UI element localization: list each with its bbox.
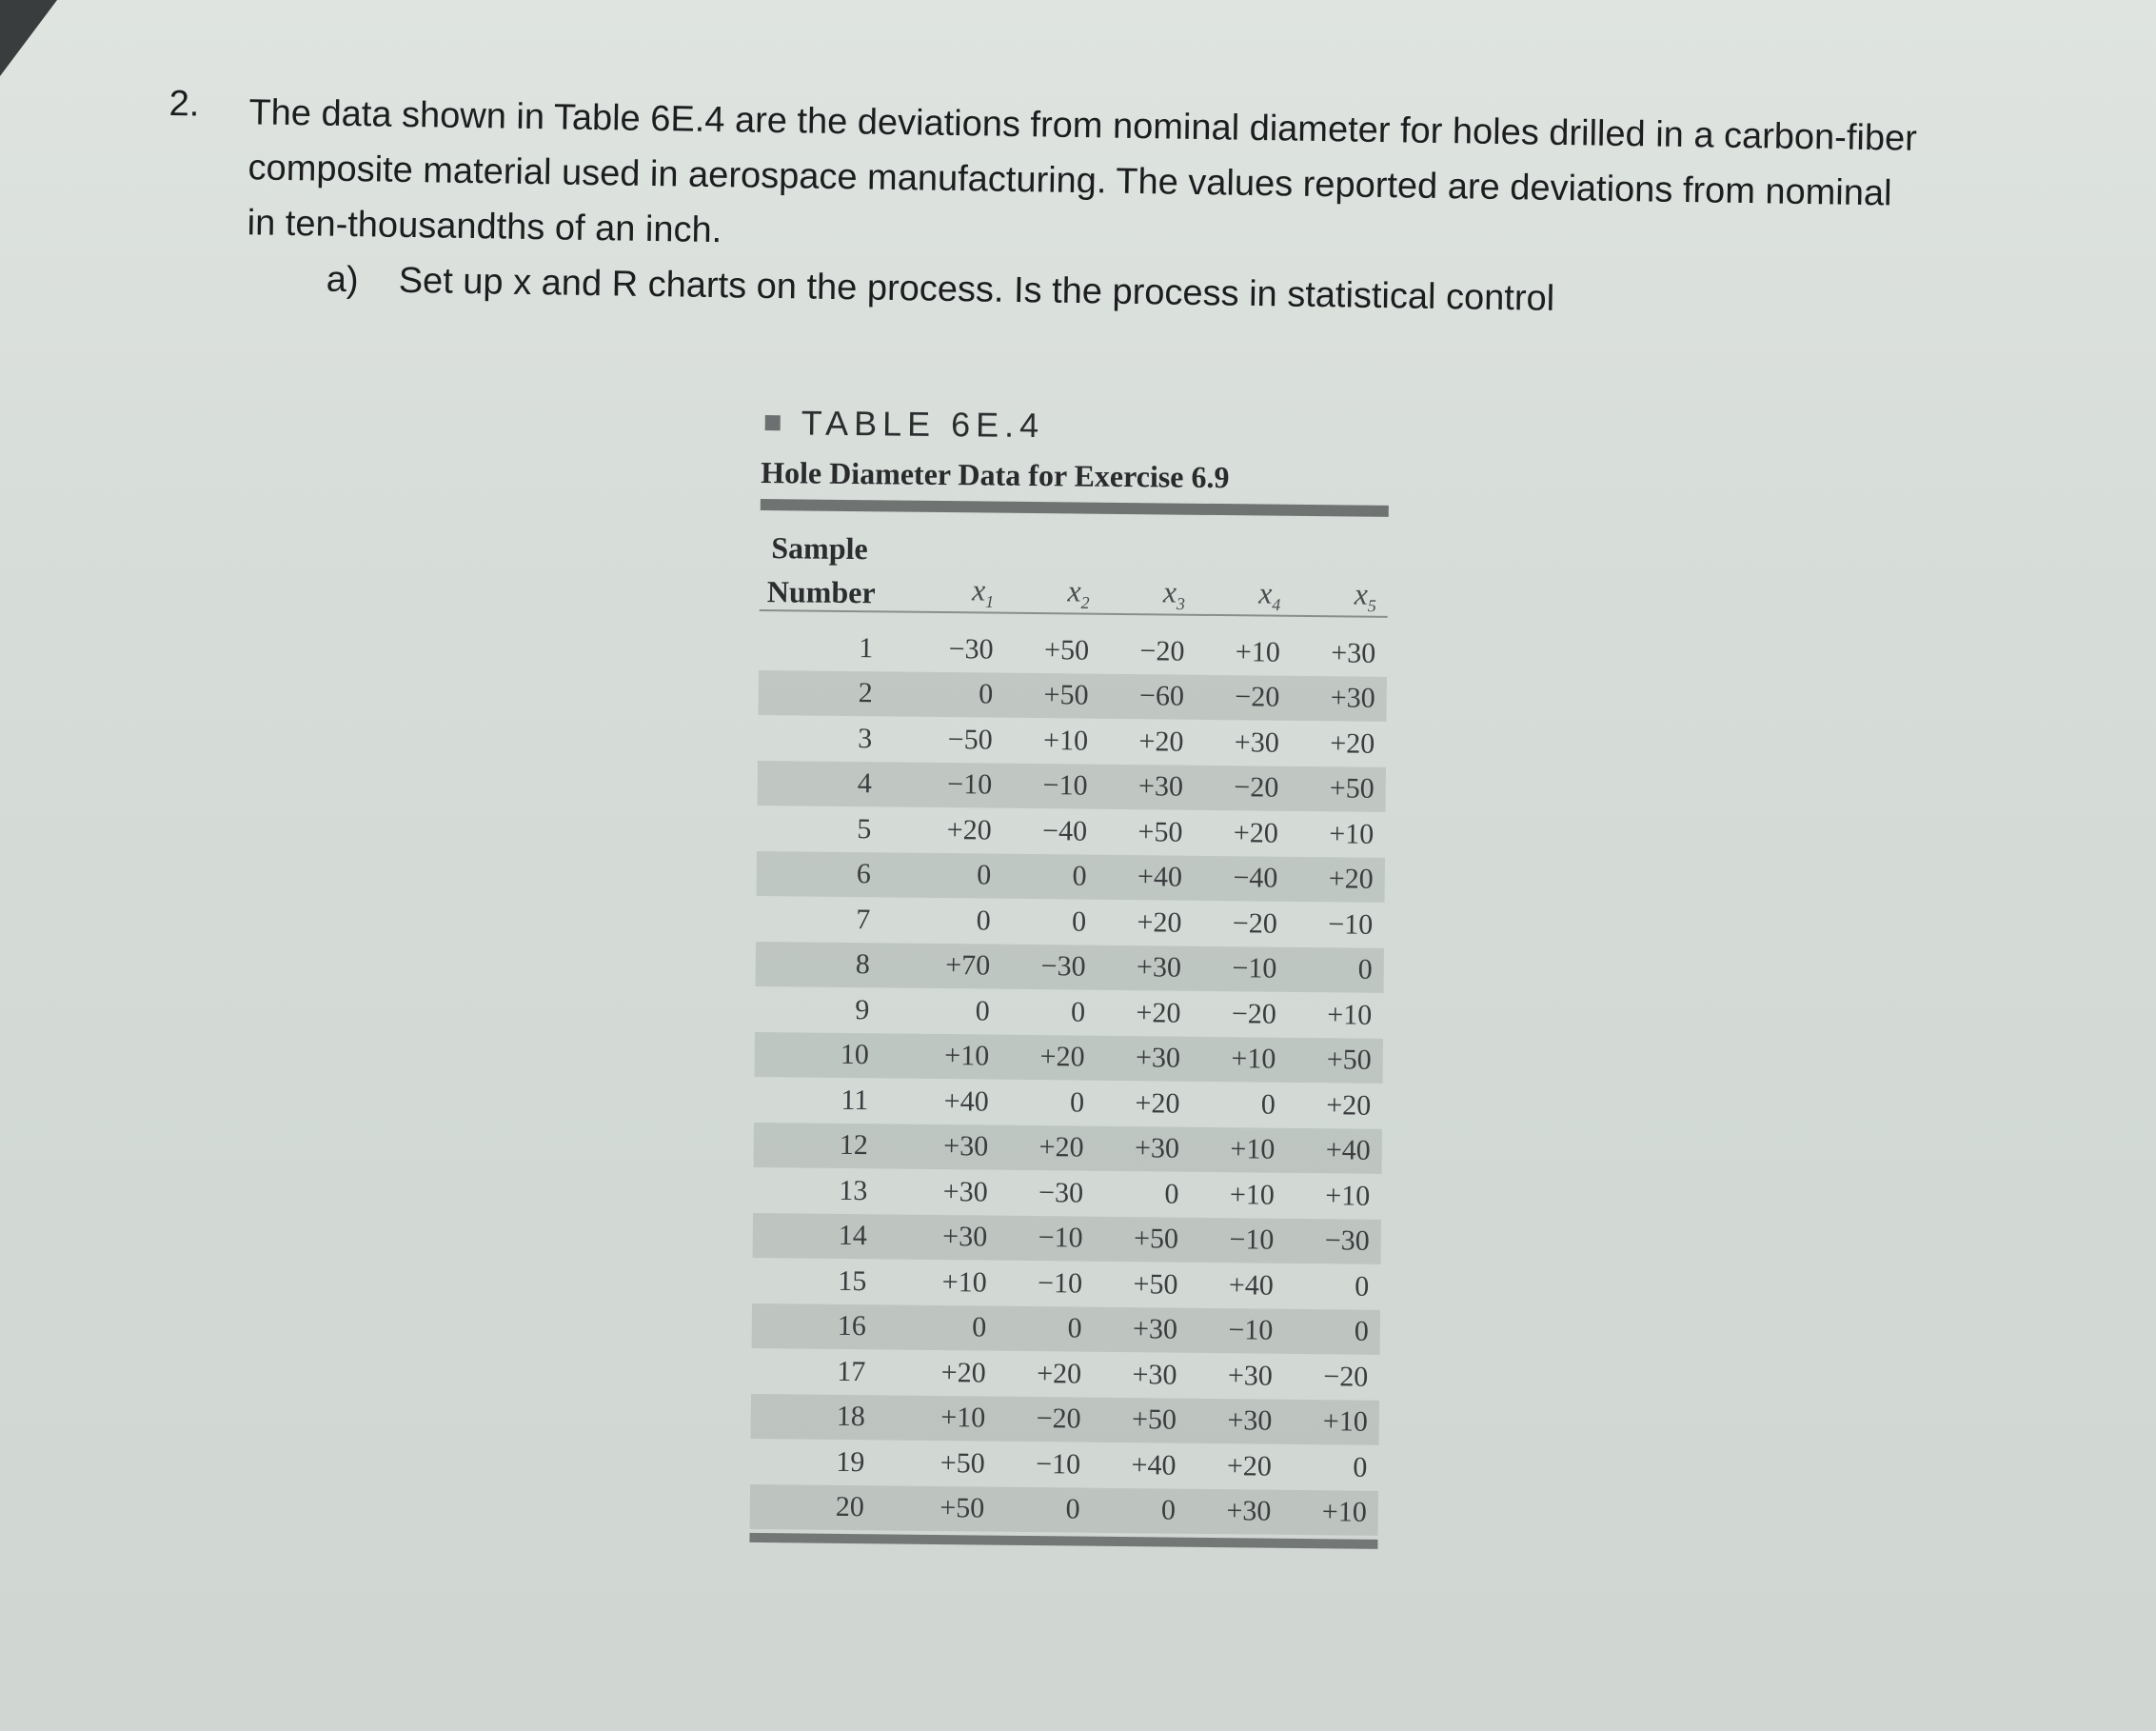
cell-x4: +30: [1187, 1488, 1283, 1535]
sample-number: 8: [756, 941, 906, 987]
table-row: [753, 1167, 1381, 1219]
header-x3: $x_3$: [1162, 574, 1186, 613]
sample-number: 5: [857, 812, 872, 845]
cell-x2: −20: [997, 1396, 1093, 1442]
header-sample: Sample: [771, 530, 868, 567]
cell-x1: 0: [907, 852, 1003, 899]
cell-x4: −20: [1232, 906, 1278, 940]
cell-x2: −10: [1036, 1447, 1081, 1481]
cell-x2: −10: [999, 1215, 1095, 1262]
cell-x5: +50: [1287, 1037, 1383, 1084]
cell-x1: +30: [942, 1175, 988, 1208]
cell-x5: +50: [1290, 766, 1386, 812]
cell-x5: +30: [1331, 637, 1376, 669]
cell-x4: −20: [1196, 674, 1292, 721]
header-number: Number: [766, 574, 876, 610]
cell-x4: −20: [1231, 997, 1277, 1030]
cell-x5: +10: [1282, 1489, 1378, 1536]
cell-x5: +30: [1291, 675, 1387, 722]
cell-x4: +10: [1235, 635, 1280, 668]
cell-x1: +70: [906, 943, 1002, 989]
sample-number: 4: [758, 760, 908, 806]
cell-x3: +30: [1093, 1306, 1189, 1353]
problem-number: 2.: [168, 84, 200, 125]
cell-x3: +20: [1135, 1086, 1180, 1120]
header-x2: $x_2$: [1067, 572, 1090, 612]
cell-x4: +40: [1228, 1268, 1275, 1302]
sample-number: 16: [752, 1303, 902, 1349]
sample-number: 2: [759, 669, 909, 716]
table-row: [755, 986, 1383, 1038]
cell-x1: 0: [909, 671, 1005, 718]
cell-x5: +10: [1325, 1179, 1371, 1212]
cell-x3: −60: [1099, 673, 1196, 720]
table-caption: Hole Diameter Data for Exercise 6.9: [761, 454, 1230, 495]
problem-block: [168, 84, 1940, 319]
cell-x5: +40: [1286, 1127, 1382, 1174]
cell-x3: −20: [1139, 634, 1185, 667]
table-row: [758, 760, 1386, 811]
cell-x1: +40: [943, 1084, 989, 1118]
cell-x1: +30: [904, 1124, 1000, 1170]
cell-x5: +20: [1330, 727, 1375, 760]
table-row: [757, 850, 1385, 902]
cell-x4: −40: [1194, 855, 1290, 902]
cell-x1: +10: [905, 1033, 1001, 1080]
cell-x4: −10: [1190, 1217, 1286, 1263]
sample-number: 10: [755, 1031, 905, 1078]
cell-x5: −10: [1328, 908, 1374, 941]
cell-x1: −10: [908, 762, 1004, 808]
page-corner-shadow: [0, 0, 57, 76]
cell-x1: +50: [900, 1485, 997, 1532]
cell-x4: +30: [1188, 1398, 1284, 1444]
sample-number: 13: [839, 1174, 868, 1206]
cell-x1: 0: [976, 905, 991, 937]
cell-x3: +30: [1095, 1125, 1191, 1172]
cell-x2: 0: [1070, 996, 1086, 1028]
table-label: [761, 400, 1389, 452]
cell-x5: 0: [1355, 1270, 1370, 1303]
header-x5: $x_5$: [1354, 576, 1376, 615]
cell-x1: −50: [947, 723, 993, 756]
cell-x2: 0: [1071, 905, 1087, 938]
cell-x4: +20: [1233, 816, 1279, 849]
cell-x2: +10: [1042, 724, 1089, 757]
cell-x1: −30: [948, 632, 994, 666]
sample-number: 14: [753, 1212, 903, 1259]
cell-x3: +50: [1092, 1397, 1188, 1443]
cell-x3: +40: [1131, 1448, 1177, 1482]
cell-x2: −10: [1037, 1266, 1083, 1300]
table-bottom-rule: [749, 1533, 1377, 1549]
sample-number: 20: [750, 1483, 900, 1530]
sample-number: 6: [757, 850, 907, 897]
sample-number: 12: [754, 1122, 904, 1168]
cell-x1: +30: [903, 1214, 999, 1261]
cell-x4: 0: [1260, 1088, 1276, 1121]
cell-x4: +30: [1234, 726, 1279, 759]
problem-statement: The data shown in Table 6E.4 are the deviations from nominal diameter for holes drilled in a carbon-fiber composite material used in aerospace manufacturing. The values reported are deviations from nominal in ten-thousandths of an inch.: [247, 92, 1918, 251]
table-label-text: TABLE 6E.4: [801, 403, 1045, 446]
cell-x3: 0: [1164, 1178, 1179, 1210]
cell-x3: +20: [1137, 905, 1182, 939]
table-row: [752, 1258, 1380, 1309]
cell-x1: +10: [901, 1395, 998, 1442]
table-row: [757, 806, 1385, 857]
cell-x2: −40: [1041, 814, 1088, 847]
cell-x3: +20: [1136, 996, 1181, 1029]
cell-x3: +50: [1094, 1216, 1190, 1263]
sample-number: 11: [841, 1084, 869, 1116]
cell-x4: +10: [1191, 1126, 1287, 1173]
cell-x3: +50: [1137, 815, 1183, 848]
cell-x1: 0: [902, 1304, 999, 1351]
sub-question-a: [326, 260, 1554, 320]
cell-x4: −10: [1189, 1307, 1285, 1354]
cell-x2: +50: [1043, 633, 1090, 667]
cell-x5: −30: [1285, 1218, 1381, 1264]
table-row: [758, 715, 1386, 766]
cell-x1: 0: [975, 995, 990, 1027]
cell-x5: +10: [1329, 818, 1375, 850]
cell-x2: +20: [1000, 1034, 1097, 1081]
cell-x5: +20: [1326, 1089, 1372, 1122]
cell-x1: +20: [940, 1356, 986, 1389]
table-row: [759, 669, 1387, 721]
cell-x4: +20: [1226, 1449, 1273, 1482]
cell-x1: +20: [946, 813, 992, 846]
cell-x2: 0: [998, 1305, 1094, 1352]
sample-number: 7: [856, 903, 871, 935]
cell-x4: +10: [1229, 1178, 1276, 1211]
table-row: [750, 1483, 1378, 1535]
cell-x2: +20: [999, 1124, 1096, 1171]
sample-number: 9: [855, 993, 870, 1025]
table-row: [754, 1077, 1382, 1128]
cell-x4: −10: [1193, 945, 1289, 992]
cell-x5: 0: [1353, 1451, 1368, 1483]
cell-x2: +50: [1004, 672, 1100, 719]
sample-number: 17: [837, 1355, 866, 1387]
cell-x3: +40: [1098, 854, 1194, 901]
cell-x2: 0: [1002, 853, 1098, 900]
cell-x4: +30: [1227, 1359, 1274, 1392]
hole-diameter-table: [750, 510, 1389, 1536]
table-row: [754, 1122, 1382, 1173]
cell-x5: +10: [1283, 1399, 1379, 1445]
table-row: [756, 941, 1384, 992]
cell-x3: +30: [1097, 945, 1193, 991]
sub-question-label: a): [326, 259, 359, 301]
sample-number: 3: [858, 722, 873, 754]
cell-x3: +50: [1133, 1267, 1178, 1301]
square-bullet-icon: [765, 415, 781, 430]
cell-x1: +50: [940, 1446, 985, 1480]
header-x4: $x_4$: [1258, 575, 1281, 614]
cell-x3: +30: [1096, 1035, 1192, 1082]
cell-x3: +20: [1138, 725, 1184, 758]
table-row: [756, 896, 1384, 947]
cell-x2: +20: [1036, 1357, 1082, 1390]
header-x1: $x_1$: [971, 571, 995, 611]
cell-x2: 0: [1069, 1086, 1085, 1119]
sample-number: 1: [859, 631, 874, 664]
cell-x1: +10: [941, 1265, 987, 1299]
cell-x5: −20: [1323, 1360, 1369, 1393]
sub-question-text: Set up x and R charts on the process. Is the process in statistical control: [398, 260, 1555, 319]
cell-x2: −10: [1003, 763, 1099, 809]
cell-x5: 0: [1288, 946, 1384, 993]
cell-x3: 0: [1091, 1487, 1187, 1534]
table-row: [753, 1212, 1381, 1263]
table-row: [750, 1439, 1378, 1490]
cell-x5: 0: [1284, 1308, 1380, 1355]
cell-x2: −30: [1038, 1176, 1084, 1209]
cell-x4: −20: [1195, 765, 1291, 811]
cell-x5: +10: [1327, 999, 1373, 1031]
table-row: [752, 1303, 1380, 1354]
cell-x3: +30: [1098, 764, 1195, 810]
sample-number: 19: [836, 1445, 865, 1478]
cell-x3: +30: [1132, 1358, 1177, 1391]
table-row: [759, 611, 1388, 676]
table-row: [751, 1348, 1379, 1400]
cell-x2: −30: [1001, 944, 1098, 990]
table-6e4: [749, 400, 1390, 1549]
sample-number: 18: [751, 1393, 901, 1440]
cell-x5: +20: [1289, 856, 1385, 903]
cell-x4: +10: [1192, 1036, 1288, 1083]
table-row: [755, 1031, 1383, 1083]
sample-number: 15: [838, 1264, 867, 1297]
table-row: [751, 1393, 1379, 1444]
cell-x2: 0: [996, 1486, 1092, 1533]
